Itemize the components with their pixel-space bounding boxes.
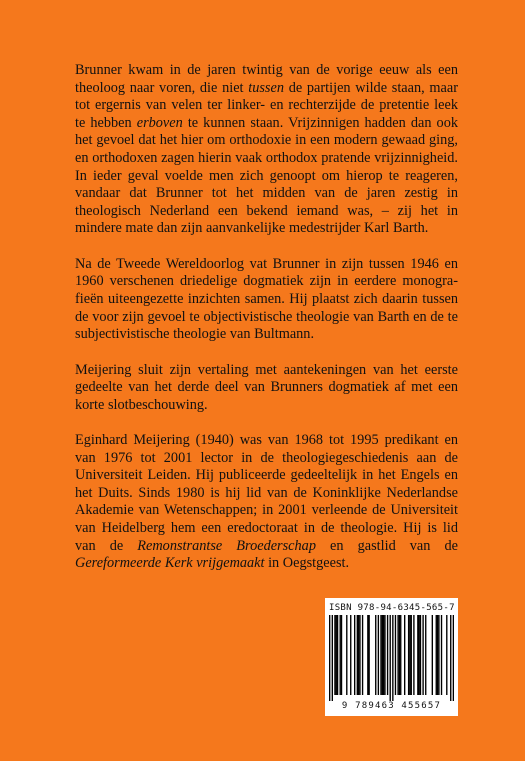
barcode-digits: 9 789463 455657 (341, 701, 442, 711)
barcode-bar (409, 615, 410, 695)
barcode-bar (368, 615, 369, 695)
barcode-bar (384, 615, 385, 695)
barcode-bar (340, 615, 341, 695)
barcode-bar (346, 615, 347, 695)
barcode-bar (390, 615, 391, 701)
barcode-bar (404, 615, 405, 695)
barcode-bar (450, 615, 451, 701)
barcode-bar (336, 615, 337, 695)
barcode-bar (382, 615, 383, 695)
paragraph (75, 62, 458, 238)
barcode-bar (436, 615, 437, 695)
barcode-bar (418, 615, 419, 695)
barcode-bar (446, 615, 447, 695)
barcode-bar (387, 615, 388, 695)
barcode-bar (417, 615, 418, 695)
italic-text: Remonstrantse Broederschap (137, 537, 316, 554)
text-segment: te kunnen staan. Vrijzinnigen hadden dan ook het gevoel dat het hier om orthodoxie in een modern gewaad ging, en orthodoxen zagen hierin vaak orthodox pratende vrijzinnigheid. In ieder geval voelde men zich genoopt om hierop te reageren, vandaar dat Brunner tot het midden van de jaren zestig in theologisch Nederland een bekend iemand was, – zij het in mindere mate dan zijn aanvankelijke medestrijder Karl Barth. (75, 114, 458, 237)
barcode-bar (453, 615, 454, 701)
text-segment: Meijering sluit zijn vertaling met aantekeningen van het eerste gedeelte van het derde deel van Brunners dogmatiek af met een korte slotbeschouwing. (75, 361, 458, 413)
barcode-bar (354, 615, 355, 695)
paragraph (75, 256, 458, 344)
barcode-bar (392, 615, 393, 701)
barcode-bar (395, 615, 396, 695)
barcode-bar (408, 615, 409, 695)
barcode-bar (357, 615, 358, 695)
barcode-bar (378, 615, 379, 695)
barcode-bar (334, 615, 335, 695)
barcode-bar (380, 615, 381, 695)
barcode-bar (341, 615, 342, 695)
barcode-bar (400, 615, 401, 695)
text-segment: Brunner kwam in de jaren twintig van de vorige eeuw als een theoloog naar voren, die niet (75, 62, 458, 96)
paragraph (75, 362, 458, 415)
text-segment: de partijen wilde staan, maar tot ergernis van velen ter linker- en rechterzijde de pretentie leek te hebben (75, 79, 458, 131)
barcode-bar (399, 615, 400, 695)
barcode-bar (375, 615, 376, 695)
barcode-bar (413, 615, 414, 695)
text-segment: en gastlid van de (315, 537, 458, 554)
barcode-bar (411, 615, 412, 695)
isbn-label: ISBN 978-94-6345-565-7 (329, 603, 455, 613)
text-segment: Na de Tweede Wereldoorlog vat Brunner in zijn tussen 1946 en 1960 verschenen driedelige dogmatiek zijn in eerdere monografieën uiteengezette inzichten samen. Hij plaatst zich daarin tussen de voor zijn gevoel te objectivistische theologie van Barth en de te subjectivistische theologie van Bultmann. (75, 255, 458, 343)
barcode-bar (359, 615, 360, 695)
barcode (325, 598, 458, 716)
barcode-bars (329, 615, 454, 701)
italic-text: Gereformeerde Kerk vrijgemaakt (75, 555, 265, 572)
barcode-bar (329, 615, 330, 701)
barcode-bar (420, 615, 421, 695)
barcode-bar (367, 615, 368, 695)
barcode-bar (350, 615, 351, 695)
barcode-bar (437, 615, 438, 695)
barcode-bar (358, 615, 359, 695)
italic-text: tussen (248, 79, 284, 96)
italic-text: erboven (136, 114, 183, 131)
paragraph (75, 432, 458, 573)
text-segment: in Oegstgeest. (264, 555, 350, 572)
barcode-bar (438, 615, 439, 695)
barcode-bar (337, 615, 338, 695)
barcode-bar (362, 615, 363, 695)
barcode-bar (332, 615, 333, 701)
barcode-bar (383, 615, 384, 695)
text-segment: Eginhard Meijering (1940) was van 1968 tot 1995 predikant en van 1976 tot 2001 lector in de theologiegeschiedenis aan de Universiteit Leiden. Hij publiceerde gedeeltelijk in het Engels en het Duits. Sinds 1980 is hij lid van de Koninklijke Nederlandse Akademie van Wetenschappen; in 2001 verleende de Universiteit van Heidelberg hem een eredoctoraat in de theologie. Hij is lid van de (75, 432, 458, 554)
barcode-bar (425, 615, 426, 695)
barcode-bar (397, 615, 398, 695)
barcode-bar (422, 615, 423, 695)
barcode-bar (441, 615, 442, 695)
barcode-bar (432, 615, 433, 695)
back-cover-text (75, 62, 458, 591)
